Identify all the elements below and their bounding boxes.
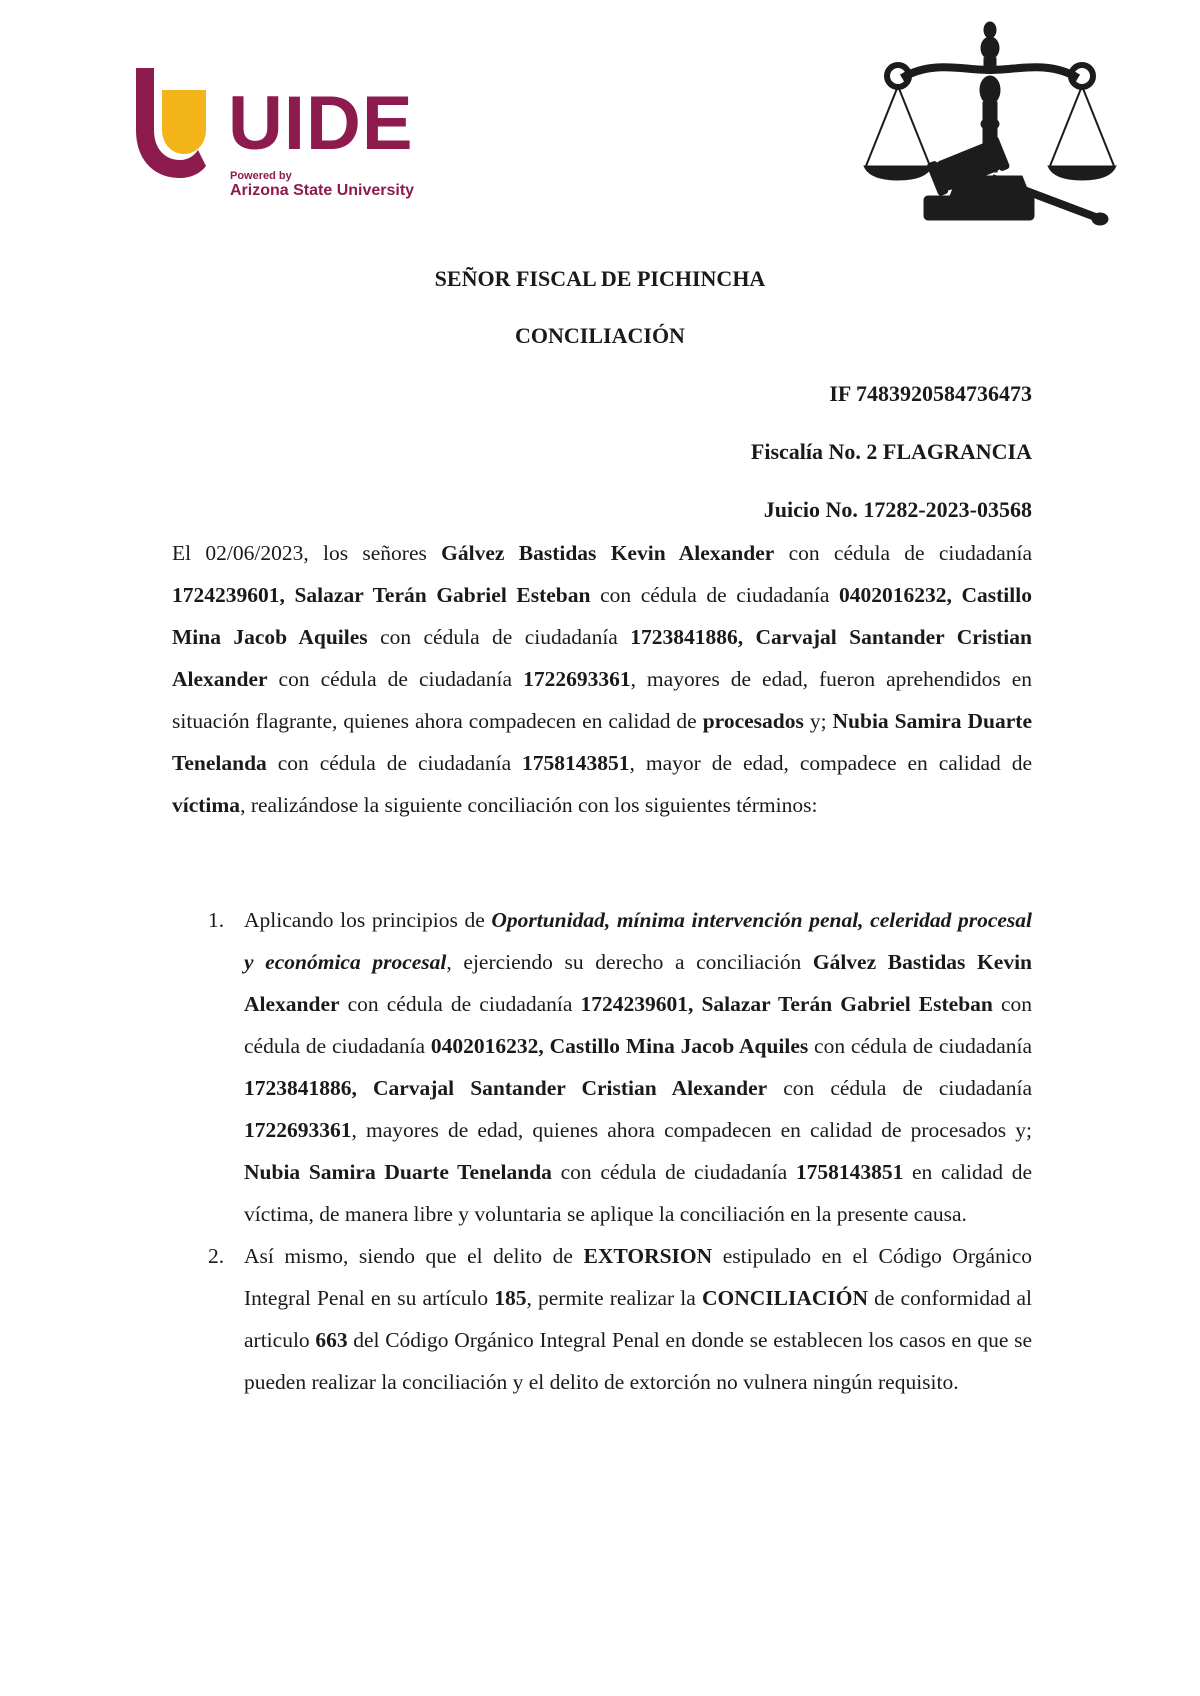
text: , mayores de edad, fueron aprehendidos en situación flagrante, quienes ahora compadecen en calidad de	[172, 667, 1032, 733]
intro-paragraph	[172, 532, 1032, 826]
person-name: Gálvez Bastidas Kevin Alexander	[244, 950, 1032, 1016]
text: El 02/06/2023, los señores	[172, 541, 442, 565]
text: con cédula de ciudadanía	[774, 541, 1033, 565]
id-and-name: 1723841886, Carvajal Santander Cristian Alexander	[244, 1076, 768, 1100]
text: , ejerciendo su derecho a conciliación	[446, 950, 813, 974]
list-number: 2.	[208, 1244, 225, 1268]
conciliation-term: CONCILIACIÓN	[701, 1286, 868, 1310]
text: con cédula de ciudadanía	[267, 667, 524, 691]
uide-logo-mark-icon	[136, 68, 212, 178]
recipient-heading: SEÑOR FISCAL DE PICHINCHA	[434, 266, 766, 291]
role-term: procesados	[702, 709, 804, 733]
text: Aplicando los principios de	[244, 908, 492, 932]
uide-brand-text: UIDE	[228, 81, 414, 166]
text: de conformidad al articulo	[244, 1286, 1032, 1352]
article-number: 185	[494, 1286, 527, 1310]
principles-text: Oportunidad, mínima intervención penal, celeridad procesal y económica procesal	[244, 908, 1032, 974]
role-term: víctima	[172, 793, 241, 817]
scales-of-justice-gavel-icon	[862, 18, 1122, 232]
juicio-number: Juicio No. 17282-2023-03568	[763, 497, 1032, 522]
id-number: 1758143851	[522, 751, 630, 775]
id-and-name: 1724239601, Salazar Terán Gabriel Esteban	[172, 583, 591, 607]
text: , permite realizar la	[526, 1286, 702, 1310]
text: , realizándose la siguiente conciliación con los siguientes términos:	[240, 793, 818, 817]
fiscalia-line: Fiscalía No. 2 FLAGRANCIA	[750, 439, 1032, 464]
list-number: 1.	[208, 908, 225, 932]
id-and-name: 1724239601, Salazar Terán Gabriel Esteban	[580, 992, 993, 1016]
text: con cédula de ciudadanía	[767, 1076, 1032, 1100]
uide-logo	[136, 68, 436, 208]
text: , mayores de edad, quienes ahora compadecen en calidad de procesados y;	[351, 1118, 1032, 1142]
text: con cédula de ciudadanía	[266, 751, 523, 775]
text: con cédula de ciudadanía	[590, 583, 840, 607]
document-title: CONCILIACIÓN	[515, 323, 685, 348]
id-and-name: 1723841886, Carvajal Santander Cristian Alexander	[172, 625, 1032, 691]
text: con cédula de ciudadanía	[367, 625, 631, 649]
text: en calidad de víctima, de manera libre y voluntaria se aplique la conciliación en la presente causa.	[244, 1160, 1032, 1226]
victim-name: Nubia Samira Duarte Tenelanda	[244, 1160, 552, 1184]
victim-name: Nubia Samira Duarte Tenelanda	[172, 709, 1032, 775]
id-number: 1722693361	[244, 1118, 352, 1142]
list-item	[172, 899, 1032, 1235]
list-item	[172, 1235, 1032, 1403]
text: con cédula de ciudadanía	[339, 992, 581, 1016]
terms-list	[172, 899, 1032, 1403]
text: del Código Orgánico Integral Penal en donde se establecen los casos en que se pueden realizar la conciliación y el delito de extorción no vulnera ningún requisito.	[244, 1328, 1032, 1394]
id-number: 1758143851	[795, 1160, 904, 1184]
powered-by-text: Powered by	[230, 170, 292, 182]
case-if-number: IF 7483920584736473	[829, 381, 1032, 406]
article-number: 663	[315, 1328, 348, 1352]
text: Así mismo, siendo que el delito de	[244, 1244, 584, 1268]
text: con cédula de ciudadanía	[551, 1160, 796, 1184]
id-and-name: 0402016232, Castillo Mina Jacob Aquiles	[172, 583, 1032, 649]
text: con cédula de ciudadanía	[808, 1034, 1032, 1058]
university-text: Arizona State University	[230, 182, 415, 199]
id-number: 1722693361	[523, 667, 631, 691]
text: estipulado en el Código Orgánico Integral Penal en su artículo	[244, 1244, 1032, 1310]
text: y;	[803, 709, 833, 733]
person-name: Gálvez Bastidas Kevin Alexander	[441, 541, 775, 565]
crime-term: EXTORSION	[583, 1244, 713, 1268]
text: con cédula de ciudadanía	[244, 992, 1032, 1058]
id-and-name: 0402016232, Castillo Mina Jacob Aquiles	[430, 1034, 809, 1058]
text: , mayor de edad, compadece en calidad de	[629, 751, 1032, 775]
